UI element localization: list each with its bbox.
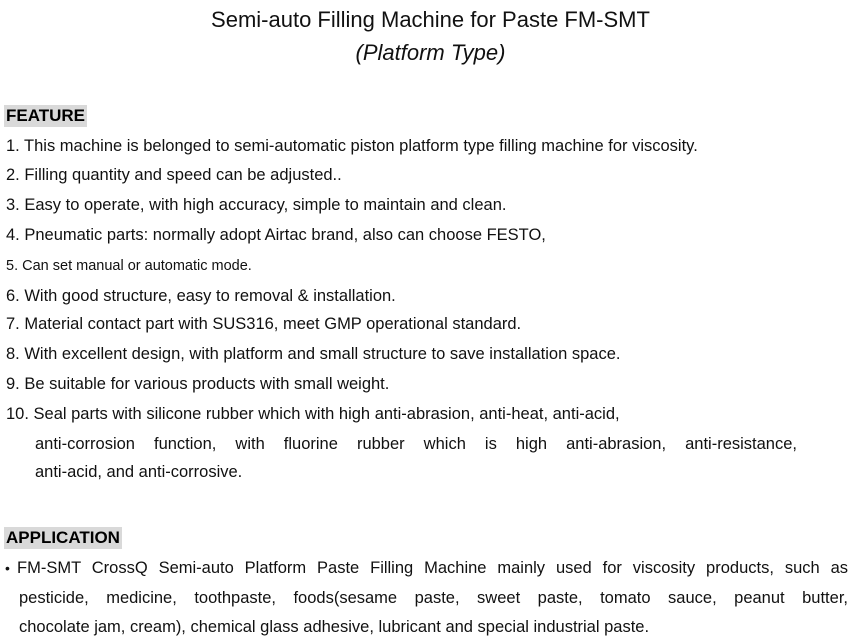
page-subtitle: (Platform Type) bbox=[355, 40, 506, 65]
feature-item-8: 8. With excellent design, with platform and small structure to save installation space. bbox=[6, 345, 621, 363]
application-line-1: FM-SMT CrossQ Semi-auto Platform Paste Filling Machine mainly used for viscosity products, such as bbox=[17, 559, 848, 577]
feature-item-7: 7. Material contact part with SUS316, meet GMP operational standard. bbox=[6, 315, 522, 333]
feature-item-2: 2. Filling quantity and speed can be adjusted.. bbox=[6, 166, 342, 184]
application-line-2: pesticide, medicine, toothpaste, foods(sesame paste, sweet paste, tomato sauce, peanut butter, bbox=[19, 589, 848, 607]
feature-item-3: 3. Easy to operate, with high accuracy, simple to maintain and clean. bbox=[6, 196, 507, 214]
feature-item-9: 9. Be suitable for various products with small weight. bbox=[6, 375, 390, 393]
application-line-3: chocolate jam, cream), chemical glass adhesive, lubricant and special industrial paste. bbox=[19, 618, 650, 636]
feature-item-5: 5. Can set manual or automatic mode. bbox=[6, 258, 252, 274]
feature-item-4: 4. Pneumatic parts: normally adopt Airtac brand, also can choose FESTO, bbox=[6, 226, 546, 244]
feature-item-6: 6. With good structure, easy to removal & installation. bbox=[6, 287, 396, 305]
bullet-icon: • bbox=[5, 560, 10, 576]
feature-item-10-line-3: anti-acid, and anti-corrosive. bbox=[35, 463, 243, 481]
application-heading: APPLICATION bbox=[6, 528, 120, 547]
feature-item-10-line-2: anti-corrosion function, with fluorine rubber which is high anti-abrasion, anti-resistance, bbox=[35, 435, 797, 453]
feature-item-10-line-1: 10. Seal parts with silicone rubber which with high anti-abrasion, anti-heat, anti-acid, bbox=[6, 405, 620, 423]
page-title: Semi-auto Filling Machine for Paste FM-SMT bbox=[211, 7, 650, 32]
feature-heading: FEATURE bbox=[6, 106, 86, 125]
feature-item-1: 1. This machine is belonged to semi-automatic piston platform type filling machine for viscosity. bbox=[6, 137, 698, 155]
